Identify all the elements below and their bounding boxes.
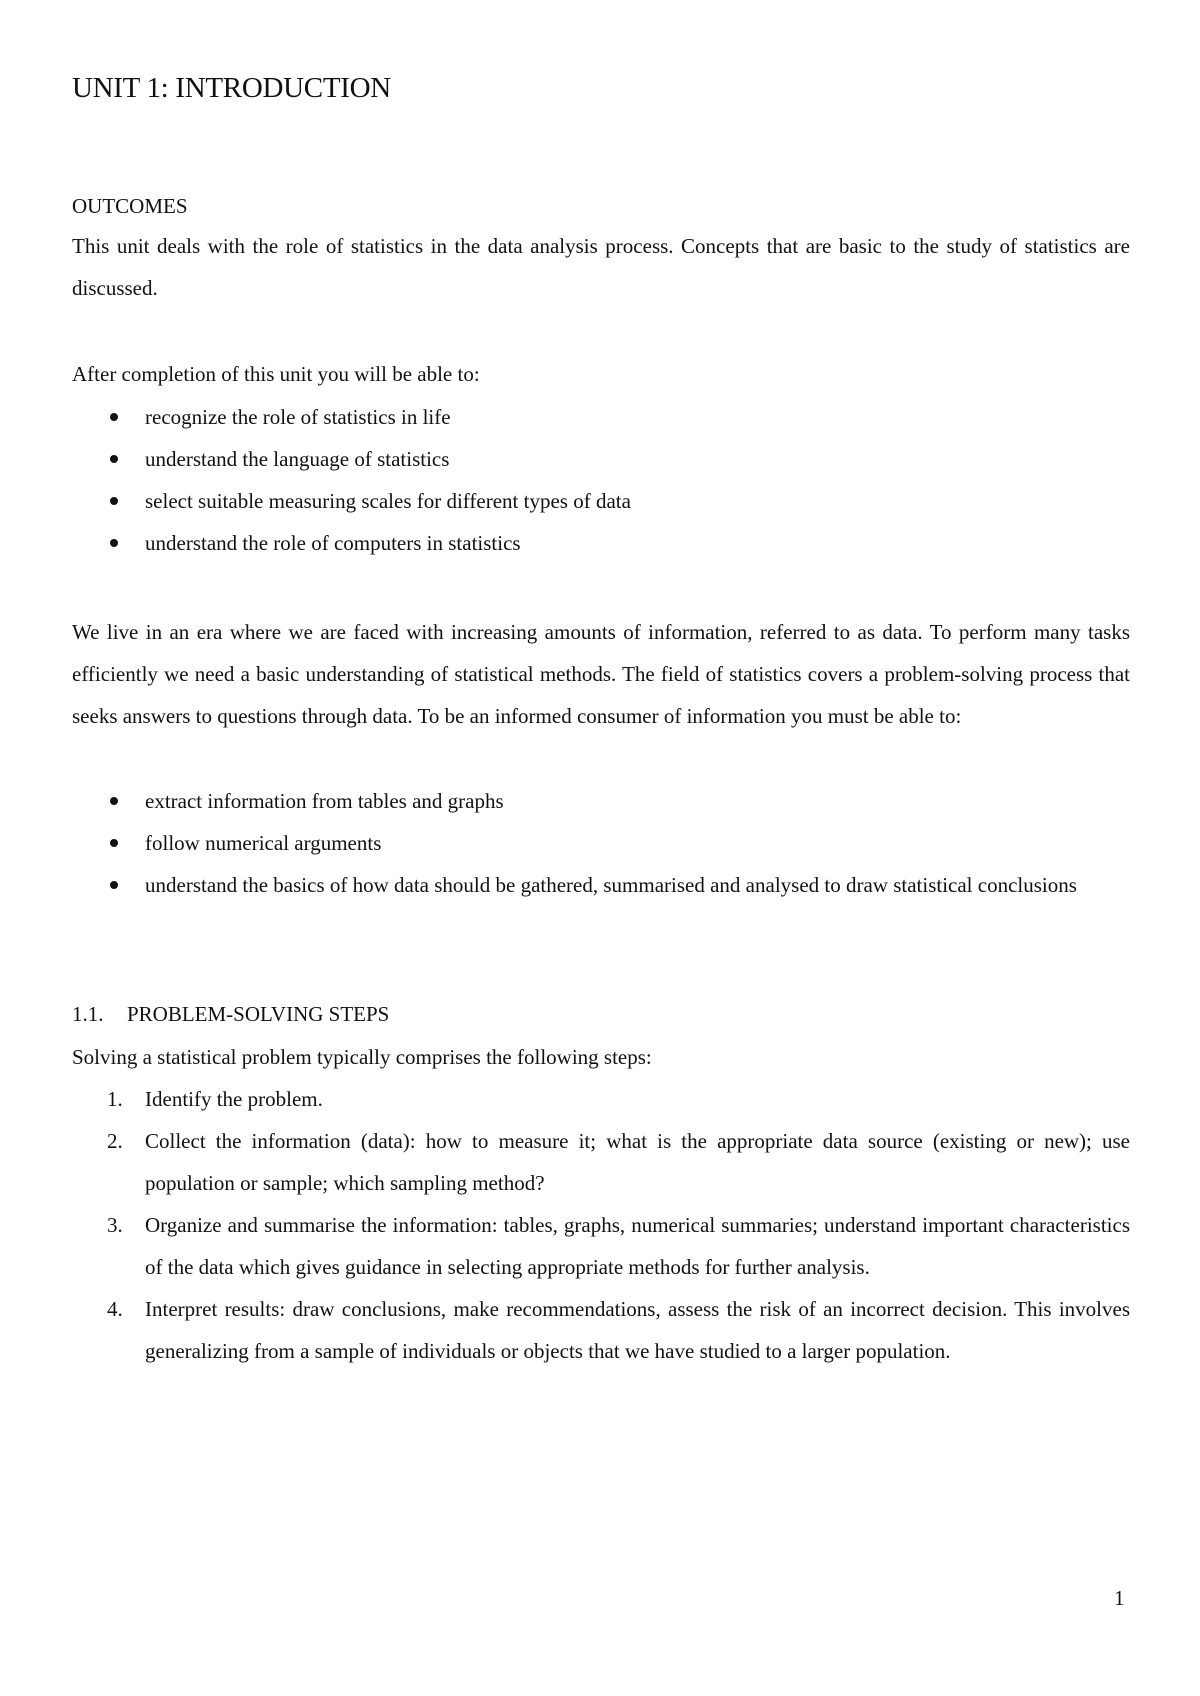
list-item — [72, 438, 1130, 480]
unit-title: UNIT 1: INTRODUCTION — [72, 72, 391, 104]
step-item — [72, 1120, 1130, 1204]
bullet-icon — [110, 839, 118, 847]
step-text: Organize and summarise the information: tables, graphs, numerical summaries; understand important characteristics of the data which gives guidance in selecting appropriate methods for further analysis. — [145, 1213, 1130, 1279]
list-item-text: understand the language of statistics — [145, 447, 450, 471]
list-item — [72, 396, 1130, 438]
list-item — [72, 480, 1130, 522]
page-number: 1 — [1114, 1586, 1125, 1610]
step-item — [72, 1078, 1130, 1120]
step-text: Interpret results: draw conclusions, make recommendations, assess the risk of an incorrect decision. This involves generalizing from a sample of individuals or objects that we have studied to a larger population. — [145, 1297, 1130, 1363]
list-item-text: understand the role of computers in statistics — [145, 531, 521, 555]
step-number: 2. — [107, 1129, 123, 1153]
step-item — [72, 1288, 1130, 1372]
outcome-list — [72, 396, 1130, 564]
list-item — [72, 864, 1130, 906]
bullet-icon — [110, 539, 118, 547]
bullet-icon — [110, 455, 118, 463]
step-number: 1. — [107, 1087, 123, 1111]
step-text: Collect the information (data): how to measure it; what is the appropriate data source (existing or new); use population or sample; which sampling method? — [145, 1129, 1130, 1195]
list-item — [72, 780, 1130, 822]
step-item — [72, 1204, 1130, 1288]
step-number: 4. — [107, 1297, 123, 1321]
list-item — [72, 822, 1130, 864]
era-paragraph: We live in an era where we are faced with increasing amounts of information, referred to as data. To perform many tasks efficiently we need a basic understanding of statistical methods. The field of statistics covers a problem-solving process that seeks answers to questions through data. To be an informed consumer of information you must be able to: — [72, 620, 1130, 728]
section-title: PROBLEM-SOLVING STEPS — [127, 1002, 390, 1026]
after-completion-intro: After completion of this unit you will be able to: — [72, 362, 480, 386]
section-heading — [72, 993, 389, 1035]
bullet-icon — [110, 797, 118, 805]
list-item-text: understand the basics of how data should be gathered, summarised and analysed to draw statistical conclusions — [145, 873, 1077, 897]
list-item — [72, 522, 1130, 564]
list-item-text: extract information from tables and graphs — [145, 789, 504, 813]
bullet-icon — [110, 413, 118, 421]
section-number: 1.1. — [72, 1002, 104, 1026]
list-item-text: follow numerical arguments — [145, 831, 382, 855]
list-item-text: recognize the role of statistics in life — [145, 405, 451, 429]
informed-consumer-list — [72, 780, 1130, 906]
step-number: 3. — [107, 1213, 123, 1237]
list-item-text: select suitable measuring scales for different types of data — [145, 489, 631, 513]
outcomes-paragraph: This unit deals with the role of statistics in the data analysis process. Concepts that are basic to the study of statistics are discussed. — [72, 234, 1130, 300]
bullet-icon — [110, 497, 118, 505]
steps-intro: Solving a statistical problem typically comprises the following steps: — [72, 1045, 652, 1069]
step-text: Identify the problem. — [145, 1087, 323, 1111]
steps-list — [72, 1078, 1130, 1372]
bullet-icon — [110, 881, 118, 889]
outcomes-label: OUTCOMES — [72, 194, 188, 218]
